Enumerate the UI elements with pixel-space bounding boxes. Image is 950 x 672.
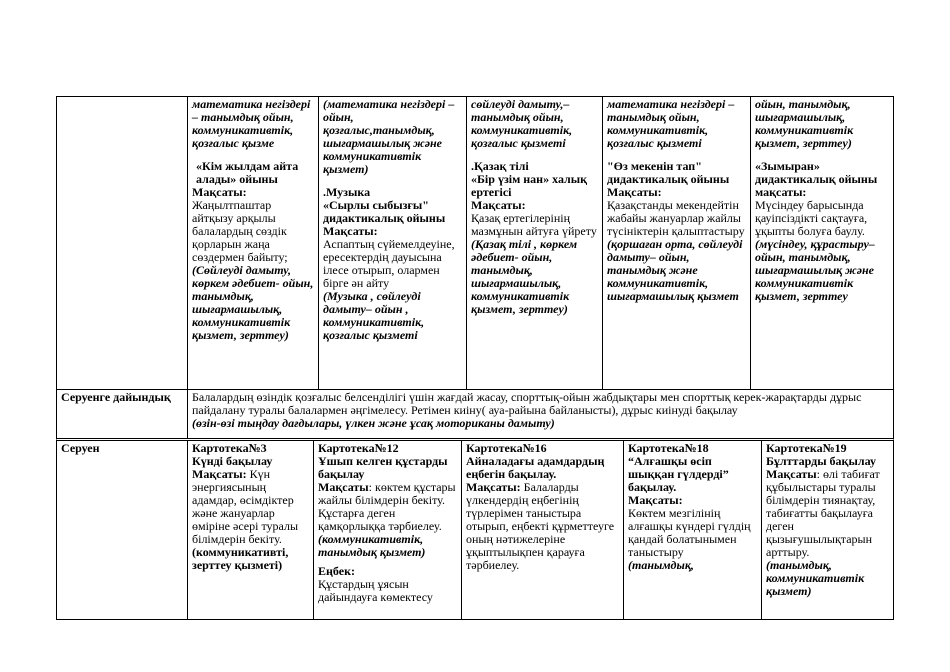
activity-areas: математика негіздері – танымдық ойын, коммуникативтік, қозғалыс қызме <box>192 97 311 150</box>
observation-title: Күнді бақылау <box>192 454 273 468</box>
goal-label: Мақсаты <box>766 467 817 481</box>
goal-text: Қазақстанды мекендейтін жабайы жануарлар жайлы түсініктерін қалыптастыру <box>607 198 745 238</box>
game-title: "Өз мекенін тап" дидактикалық ойыны <box>607 159 730 186</box>
card-number: Картотека№18 <box>628 441 709 455</box>
subject: .Музыка <box>323 185 371 199</box>
goal-label: Мақсаты: <box>471 198 526 212</box>
row-label-cell <box>57 390 187 438</box>
table-cell <box>313 441 461 619</box>
goal-text: : өлі табиғат құбылыстары туралы білімдерін тиянақтау, табиғатты бақылауға деген қызығушылықтарын арттыру. <box>766 467 880 559</box>
goal-label: мақсаты: <box>755 185 807 199</box>
table-row <box>56 389 894 438</box>
activity-areas: ойын, танымдық, шығармашылық, коммуникативтік қызмет, зерттеу) <box>755 97 854 150</box>
goal-text: Мүсіндеу барысында қауіпсіздікті сақтауға, ұқыпты болуға баулу. <box>755 198 868 238</box>
goal-text: Балаларды үлкендердің еңбегінің түрлерімен таныстыра отырып, еңбекті құрметтеуге оның нәтижелеріне ұқыптылықпен қарауға тәрбиелеу. <box>466 480 615 572</box>
goal-label: Мақсаты: <box>192 185 247 199</box>
table-cell <box>750 97 893 389</box>
game-title: «Зымыран» дидактикалық ойыны <box>755 159 878 186</box>
game-title: «Сырлы сыбызғы" дидактикалық ойыны <box>323 198 446 225</box>
activity-areas: (танымдық, <box>628 558 694 572</box>
row-label: Серуенге дайындық <box>61 390 171 404</box>
table-cell <box>461 441 623 619</box>
table-cell <box>187 97 318 389</box>
subject: .Қазақ тілі <box>471 159 529 173</box>
game-title: «Кім жылдам айта алады» ойыны <box>196 159 299 186</box>
goal-text: Қазақ ертегілерінің мазмұнын айтуға үйрету <box>471 211 597 238</box>
row-label-cell <box>57 97 187 389</box>
activity-areas: (математика негіздері – ойын, қозғалыс,танымдық, шығармашылық және коммуникативтік қызмет) <box>323 97 455 176</box>
activity-areas: математика негіздері – танымдық ойын, коммуникативтік, қозғалыс қызметі <box>607 97 735 150</box>
goal-text: Аспаптың сүйемелдеуіне, ересектердің дауысына ілесе отырып, олармен бірге ән айту <box>323 237 455 290</box>
goal-text: Жаңылтпаштар айтқызу арқылы балалардың сөздік қорларын жаңа сөздермен байыту; <box>192 198 288 264</box>
activity-areas: (танымдық, коммуникативтік қызмет) <box>766 558 865 598</box>
game-title: «Бір үзім нан» халық ертегісі <box>471 172 588 199</box>
card-number: Картотека№16 <box>466 441 547 455</box>
table-row <box>56 438 894 620</box>
observation-title: Бұлттарды бақылау <box>766 454 876 468</box>
table-cell <box>318 97 466 389</box>
observation-title: Ұшып келген құстарды бақылау <box>318 454 448 481</box>
goal-label: Мақсаты: <box>323 224 378 238</box>
activity-areas: (өзін-өзі тыңдау дағдылары, үлкен және ұсақ моториканы дамыту) <box>192 416 555 430</box>
goal-label: Мақсаты: <box>628 493 683 507</box>
observation-title: Айналадағы адамдардың еңбегін бақылау. <box>466 454 605 481</box>
row-label: Серуен <box>61 441 100 455</box>
goal-text: : көктем құстары жайлы білімдерін бекіту. Құстарға деген қамқорлыққа тәрбиелеу. <box>318 480 456 533</box>
card-number: Картотека№19 <box>766 441 847 455</box>
table-cell <box>602 97 750 389</box>
activity-areas: (Музыка , сөйлеуді дамыту– ойын , коммуникативтік, қозғалыс қызметі <box>323 289 425 342</box>
table-row <box>56 96 894 389</box>
activity-areas: (Қазақ тілі , көркем әдебиет- ойын, танымдық, шығармашылық, коммуникативтік қызмет, зерттеу) <box>471 237 578 316</box>
activity-areas: (коммуникативтік, танымдық қызмет) <box>318 532 426 559</box>
labor-label: Еңбек: <box>318 564 355 578</box>
row-label-cell <box>57 441 187 619</box>
activity-areas: (мүсіндеу, құрастыру– ойын, танымдық, шығармашылық және коммуникативтік қызмет, зерттеу <box>755 237 875 303</box>
table-cell <box>187 390 893 438</box>
preparation-text: Балалардың өзіндік қозғалыс белсенділігі үшін жағдай жасау, спорттық-ойын жабдықтары мен спорттық керек-жарақтарды дұрыс пайдалану туралы балалармен әңгімелесу. Ретімен киіну( ауа-райына байланысты), дұрыс киінуді бақылау <box>192 390 862 417</box>
table-cell <box>466 97 602 389</box>
labor-text: Құстардың ұясын дайындауға көмектесу <box>318 577 433 604</box>
plan-table <box>56 96 894 620</box>
observation-title: “Алғашқы өсіп шыққан гүлдерді” бақылау. <box>628 454 729 494</box>
activity-areas: (Сөйлеуді дамыту, көркем әдебиет- ойын, танымдық, шығармашылық, коммуникативтік қызмет, зерттеу) <box>192 263 314 342</box>
goal-label: Мақсаты: <box>466 480 521 494</box>
card-number: Картотека№3 <box>192 441 267 455</box>
activity-areas: (қоршаған орта, сөйлеуді дамыту– ойын, танымдық және коммуникативтік, шығармашылық қызмет <box>607 237 743 303</box>
goal-text: Көктем мезгілінің алғашқы күндері гүлдің қандай болатынымен таныстыру <box>628 506 751 559</box>
goal-label: Мақсаты <box>318 480 369 494</box>
goal-label: Мақсаты: <box>607 185 662 199</box>
table-cell <box>623 441 761 619</box>
table-cell <box>761 441 893 619</box>
activity-areas: (коммуникативті, зерттеу қызметі) <box>192 545 289 572</box>
card-number: Картотека№12 <box>318 441 399 455</box>
goal-label: Мақсаты: <box>192 467 247 481</box>
activity-areas: сөйлеуді дамыту,– танымдық ойын, коммуникативтік, қозғалыс қызметі <box>471 97 573 150</box>
table-cell <box>187 441 313 619</box>
goal-text: Күн энергиясының адамдар, өсімдіктер және жануарлар өміріне әсері туралы білімдерін бекіту. <box>192 467 299 546</box>
